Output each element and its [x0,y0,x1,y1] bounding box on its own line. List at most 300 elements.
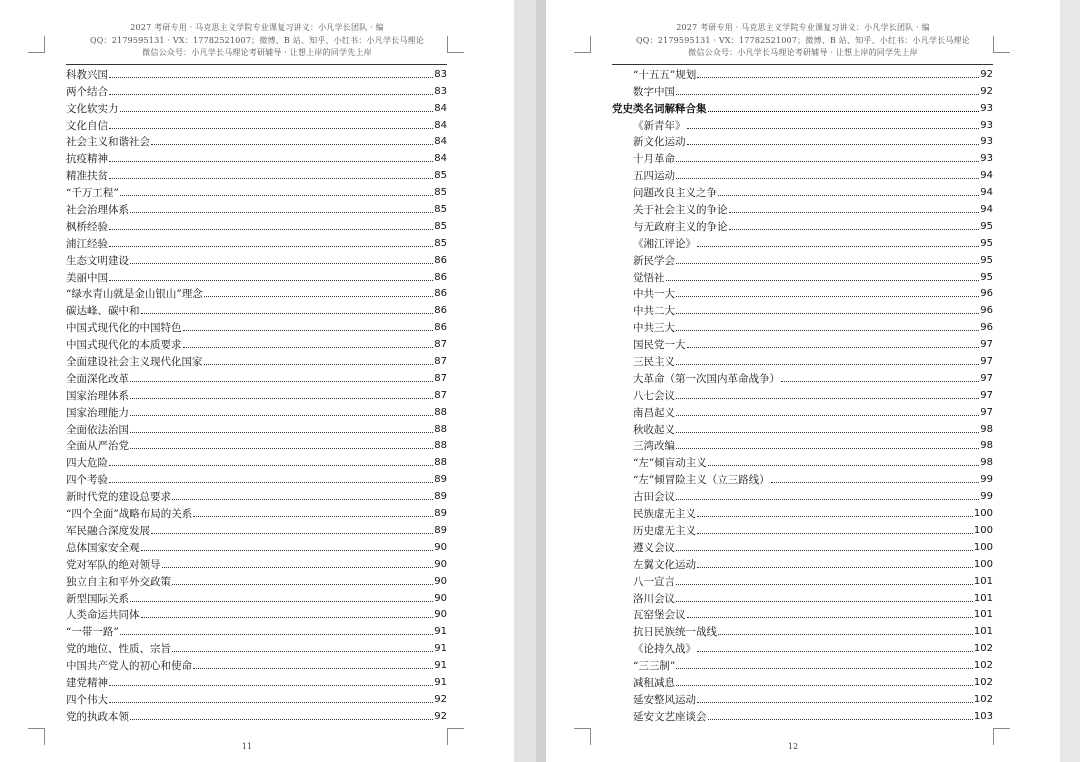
toc-entry-page: 84 [434,102,447,114]
toc-entry-page: 89 [434,474,447,486]
dot-leader [666,280,980,281]
toc-entry[interactable] [66,386,447,403]
toc-entry-title: 抗日民族统一战线 [633,626,717,639]
toc-entry[interactable] [612,403,993,420]
toc-entry[interactable] [66,420,447,437]
toc-entry-page: 88 [434,423,447,435]
header-line-3: 微信公众号：小凡学长马理论考研辅导 · 让想上岸的同学先上岸 [142,48,372,57]
toc-entry-title: 南昌起义 [633,406,675,419]
toc-entry-title: 新时代党的建设总要求 [66,491,171,504]
toc-entry[interactable] [612,149,993,166]
toc-entry-page: 97 [980,356,993,368]
toc-entry-title: “十五五”规划 [633,68,697,81]
toc-entry[interactable] [612,572,993,589]
toc-entry[interactable] [66,183,447,200]
table-of-contents-right [612,65,993,724]
toc-entry[interactable] [612,622,993,639]
toc-entry-title: 新民学会 [633,254,675,267]
toc-entry-page: 100 [973,558,993,570]
toc-entry-title: 碳达峰、碳中和 [66,305,140,318]
dot-leader [676,668,973,669]
toc-entry-title: 《论持久战》 [633,643,696,656]
toc-entry-title: 三民主义 [633,356,675,369]
toc-entry[interactable] [66,707,447,724]
toc-entry-page: 97 [980,372,993,384]
toc-entry-title: “一带一路” [66,626,119,639]
toc-entry-title: 数字中国 [633,85,675,98]
toc-entry[interactable] [612,437,993,454]
toc-entry-page: 89 [434,524,447,536]
dot-leader [172,499,433,500]
toc-entry[interactable] [66,437,447,454]
toc-entry-title: 人类命运共同体 [66,609,140,622]
dot-leader [676,398,979,399]
toc-entry[interactable] [612,217,993,234]
dot-leader [109,128,433,129]
toc-entry[interactable] [612,301,993,318]
toc-entry[interactable] [66,403,447,420]
dot-leader [708,465,980,466]
dot-leader [676,364,979,365]
toc-entry[interactable] [66,606,447,623]
toc-entry-page: 98 [980,440,993,452]
toc-entry[interactable] [66,521,447,538]
toc-entry-page: 95 [980,271,993,283]
dot-leader [697,516,973,517]
toc-entry[interactable] [66,352,447,369]
toc-entry-page: 91 [434,626,447,638]
toc-entry-page: 85 [434,204,447,216]
toc-entry-page: 94 [980,187,993,199]
toc-entry[interactable] [66,690,447,707]
dot-leader [109,229,433,230]
toc-entry[interactable] [612,166,993,183]
dot-leader [120,634,434,635]
toc-entry-page: 92 [434,693,447,705]
dot-leader [120,111,434,112]
dot-leader [687,347,980,348]
document-page-left [0,0,514,762]
toc-entry-page: 84 [434,119,447,131]
toc-entry-title: 社会主义和谐社会 [66,136,150,149]
dot-leader [676,415,979,416]
toc-entry[interactable] [66,301,447,318]
toc-entry-title: 全面从严治党 [66,440,129,453]
toc-entry-title: “四个全面”战略布局的关系 [66,508,193,521]
toc-entry-page: 100 [973,524,993,536]
dot-leader [204,296,434,297]
toc-entry-title: “千万工程” [66,187,119,200]
toc-entry-page: 88 [434,440,447,452]
running-header [586,22,1020,60]
toc-entry-title: 国家治理能力 [66,406,129,419]
toc-entry-title: 全面建设社会主义现代化国家 [66,356,203,369]
toc-entry-page: 86 [434,254,447,266]
toc-entry[interactable] [66,504,447,521]
toc-entry[interactable] [66,335,447,352]
dot-leader [697,651,973,652]
toc-entry[interactable] [612,639,993,656]
toc-entry[interactable] [66,99,447,116]
toc-entry-page: 96 [980,305,993,317]
dot-leader [109,482,433,483]
dot-leader [109,77,433,78]
toc-entry-page: 95 [980,220,993,232]
toc-entry-page: 92 [980,68,993,80]
toc-entry-title: 与无政府主义的争论 [633,220,728,233]
dot-leader [193,668,433,669]
dot-leader [676,550,973,551]
toc-entry-title: 两个结合 [66,85,108,98]
dot-leader [151,533,433,534]
toc-entry-title: 《湘江评论》 [633,237,696,250]
toc-entry-title: 遵义会议 [633,541,675,554]
toc-entry-page: 92 [434,710,447,722]
dot-leader [676,94,979,95]
toc-entry-page: 91 [434,660,447,672]
crop-mark-top-right [993,36,1010,53]
toc-entry[interactable] [612,453,993,470]
dot-leader [697,246,979,247]
toc-entry-title: 中共一大 [633,288,675,301]
toc-entry[interactable] [66,200,447,217]
toc-entry-page: 101 [973,575,993,587]
toc-entry[interactable] [66,251,447,268]
toc-entry[interactable] [612,234,993,251]
toc-entry[interactable] [612,82,993,99]
toc-entry-page: 86 [434,271,447,283]
toc-entry-page: 97 [980,339,993,351]
dot-leader [697,702,973,703]
toc-entry-page: 98 [980,457,993,469]
toc-entry[interactable] [66,166,447,183]
toc-entry-title: 中共三大 [633,322,675,335]
toc-entry-page: 83 [434,85,447,97]
toc-entry-title: 中国式现代化的本质要求 [66,339,182,352]
toc-entry-page: 90 [434,575,447,587]
dot-leader [676,330,979,331]
toc-entry[interactable] [66,65,447,82]
toc-entry-page: 90 [434,558,447,570]
dot-leader [109,280,433,281]
dot-leader [697,77,979,78]
dot-leader [676,263,979,264]
dot-leader [109,94,433,95]
dot-leader [676,448,979,449]
toc-entry[interactable] [612,555,993,572]
toc-entry-title: 延安文艺座谈会 [633,710,707,723]
toc-entry-title: 十月革命 [633,153,675,166]
toc-entry-page: 90 [434,541,447,553]
toc-entry-page: 89 [434,491,447,503]
toc-entry-page: 95 [980,237,993,249]
toc-entry[interactable] [66,572,447,589]
dot-leader [130,398,433,399]
toc-entry-page: 95 [980,254,993,266]
toc-entry[interactable] [612,420,993,437]
toc-entry[interactable] [66,369,447,386]
toc-entry-page: 96 [980,322,993,334]
dot-leader [708,111,980,112]
dot-leader [141,617,434,618]
toc-section-heading[interactable] [612,99,993,116]
toc-entry-title: 建党精神 [66,676,108,689]
dot-leader [172,584,433,585]
dot-leader [172,651,433,652]
page-number: 12 [787,742,799,751]
toc-entry[interactable] [66,268,447,285]
dot-leader [109,685,433,686]
toc-entry-title: 党史类名词解释合集 [612,102,707,115]
dot-leader [718,195,979,196]
toc-entry-page: 94 [980,204,993,216]
toc-entry-title: 八一宣言 [633,575,675,588]
toc-entry[interactable] [66,639,447,656]
dot-leader [687,144,980,145]
toc-entry-page: 93 [980,136,993,148]
toc-entry-title: 美丽中国 [66,271,108,284]
toc-entry-page: 87 [434,356,447,368]
toc-entry[interactable] [66,234,447,251]
dot-leader [697,533,973,534]
toc-entry-title: 大革命（第一次国内革命战争） [633,372,780,385]
toc-entry-page: 97 [980,389,993,401]
toc-entry[interactable] [66,217,447,234]
toc-entry-page: 102 [973,660,993,672]
toc-entry-page: 86 [434,288,447,300]
toc-entry-page: 87 [434,372,447,384]
toc-entry-page: 89 [434,508,447,520]
toc-entry-title: 抗疫精神 [66,153,108,166]
toc-entry[interactable] [66,487,447,504]
toc-entry-page: 87 [434,339,447,351]
gutter-divider [536,0,546,762]
dot-leader [109,161,433,162]
toc-entry-title: 国民党一大 [633,339,686,352]
toc-entry[interactable] [612,369,993,386]
document-page-right [546,0,1060,762]
toc-entry[interactable] [612,487,993,504]
dot-leader [162,567,434,568]
dot-leader [781,381,979,382]
toc-entry[interactable] [612,521,993,538]
toc-entry[interactable] [66,82,447,99]
toc-entry[interactable] [66,285,447,302]
toc-entry[interactable] [612,183,993,200]
toc-entry-page: 100 [973,508,993,520]
toc-entry-page: 101 [973,592,993,604]
toc-entry-page: 102 [973,676,993,688]
toc-entry-title: 生态文明建设 [66,254,129,267]
toc-entry[interactable] [612,538,993,555]
toc-entry-page: 85 [434,220,447,232]
crop-mark-top-left [28,36,45,53]
header-line-1: 2027 考研专用 · 马克思主义学院专业课复习讲义：小凡学长团队 · 编 [130,23,384,32]
toc-entry[interactable] [612,133,993,150]
dot-leader [130,448,433,449]
toc-entry-page: 86 [434,305,447,317]
dot-leader [130,263,433,264]
dot-leader [109,246,433,247]
toc-entry-title: 四个伟大 [66,693,108,706]
toc-entry[interactable] [612,606,993,623]
toc-entry-page: 97 [980,406,993,418]
toc-entry-page: 87 [434,389,447,401]
toc-entry-page: 90 [434,592,447,604]
dot-leader [687,617,973,618]
toc-entry-page: 103 [973,710,993,722]
crop-mark-top-left [574,36,591,53]
toc-entry[interactable] [612,335,993,352]
toc-entry-title: 《新青年》 [633,119,686,132]
toc-entry-title: 枫桥经验 [66,220,108,233]
toc-entry-page: 99 [980,491,993,503]
toc-entry[interactable] [612,707,993,724]
toc-entry-title: “左”倾盲动主义 [633,457,707,470]
toc-entry[interactable] [66,116,447,133]
dot-leader [120,195,434,196]
toc-entry-title: 总体国家安全观 [66,541,140,554]
toc-entry[interactable] [66,622,447,639]
toc-entry-title: 浦江经验 [66,237,108,250]
toc-entry[interactable] [612,690,993,707]
toc-entry[interactable] [612,656,993,673]
dot-leader [130,212,433,213]
page-number: 11 [241,742,253,751]
toc-entry-page: 91 [434,676,447,688]
toc-entry-title: 历史虚无主义 [633,524,696,537]
dot-leader [676,161,979,162]
toc-entry-page: 101 [973,626,993,638]
crop-mark-top-right [447,36,464,53]
dot-leader [130,719,433,720]
running-header [40,22,474,60]
toc-entry-title: 问题改良主义之争 [633,187,717,200]
toc-entry-page: 88 [434,457,447,469]
toc-entry-title: “三三制” [633,660,676,673]
toc-entry-page: 85 [434,187,447,199]
toc-entry-title: 中共二大 [633,305,675,318]
toc-entry[interactable] [612,285,993,302]
toc-entry-title: 新型国际关系 [66,592,129,605]
toc-entry[interactable] [612,116,993,133]
toc-entry-page: 100 [973,541,993,553]
dot-leader [204,364,434,365]
toc-entry-title: 觉悟社 [633,271,665,284]
toc-entry-title: 五四运动 [633,170,675,183]
dot-leader [193,516,433,517]
toc-entry[interactable] [612,251,993,268]
dot-leader [718,634,973,635]
dot-leader [130,432,433,433]
dot-leader [676,685,973,686]
toc-entry-page: 94 [980,170,993,182]
toc-entry[interactable] [612,268,993,285]
toc-entry-page: 98 [980,423,993,435]
toc-entry[interactable] [66,656,447,673]
toc-entry[interactable] [66,318,447,335]
dot-leader [676,499,979,500]
toc-entry[interactable] [66,538,447,555]
toc-entry[interactable] [612,65,993,82]
dot-leader [771,482,980,483]
toc-entry-title: 三湾改编 [633,440,675,453]
header-line-1: 2027 考研专用 · 马克思主义学院专业课复习讲义：小凡学长团队 · 编 [676,23,930,32]
toc-entry-page: 101 [973,609,993,621]
toc-entry-title: “左”倾冒险主义（立三路线） [633,474,770,487]
toc-entry[interactable] [612,386,993,403]
header-line-2: QQ：2179595131 · VX：17782521007；微博、B 站、知乎、小红书：小凡学长马理论 [90,35,424,45]
dot-leader [183,330,434,331]
toc-entry-title: 洛川会议 [633,592,675,605]
dot-leader [109,465,433,466]
toc-entry-page: 93 [980,119,993,131]
toc-entry-title: 左翼文化运动 [633,558,696,571]
toc-entry-title: 社会治理体系 [66,204,129,217]
toc-entry-page: 93 [980,102,993,114]
toc-entry-page: 102 [973,643,993,655]
toc-entry[interactable] [66,133,447,150]
toc-entry-title: 军民融合深度发展 [66,524,150,537]
toc-entry[interactable] [612,673,993,690]
table-of-contents-left [66,65,447,724]
toc-entry[interactable] [66,589,447,606]
toc-entry-title: 中国式现代化的中国特色 [66,322,182,335]
dot-leader [183,347,434,348]
dot-leader [151,144,433,145]
toc-entry[interactable] [612,470,993,487]
toc-entry[interactable] [612,200,993,217]
toc-entry-title: 党的地位、性质、宗旨 [66,643,171,656]
dot-leader [729,229,980,230]
toc-entry-page: 91 [434,643,447,655]
toc-entry-title: 文化软实力 [66,102,119,115]
toc-entry-title: “绿水青山就是金山银山”理念 [66,288,203,301]
toc-entry-title: 四个考验 [66,474,108,487]
toc-entry[interactable] [612,504,993,521]
toc-entry-title: 古田会议 [633,491,675,504]
dot-leader [676,584,973,585]
toc-entry-title: 延安整风运动 [633,693,696,706]
dot-leader [687,128,980,129]
toc-entry-page: 93 [980,153,993,165]
dot-leader [676,313,979,314]
toc-entry[interactable] [66,555,447,572]
dot-leader [676,432,979,433]
toc-entry-page: 96 [980,288,993,300]
toc-entry-title: 国家治理体系 [66,389,129,402]
dot-leader [729,212,980,213]
toc-entry[interactable] [66,453,447,470]
dot-leader [141,313,434,314]
toc-entry[interactable] [66,149,447,166]
dot-leader [130,381,433,382]
toc-entry[interactable] [66,673,447,690]
toc-entry-page: 83 [434,68,447,80]
dot-leader [676,601,973,602]
toc-entry-page: 99 [980,474,993,486]
header-line-2: QQ：2179595131 · VX：17782521007；微博、B 站、知乎、小红书：小凡学长马理论 [636,35,970,45]
toc-entry-page: 90 [434,609,447,621]
toc-entry-page: 84 [434,153,447,165]
dot-leader [708,719,973,720]
toc-entry[interactable] [612,318,993,335]
toc-entry-page: 85 [434,237,447,249]
toc-entry[interactable] [612,589,993,606]
toc-entry[interactable] [612,352,993,369]
toc-entry[interactable] [66,470,447,487]
toc-entry-page: 102 [973,693,993,705]
